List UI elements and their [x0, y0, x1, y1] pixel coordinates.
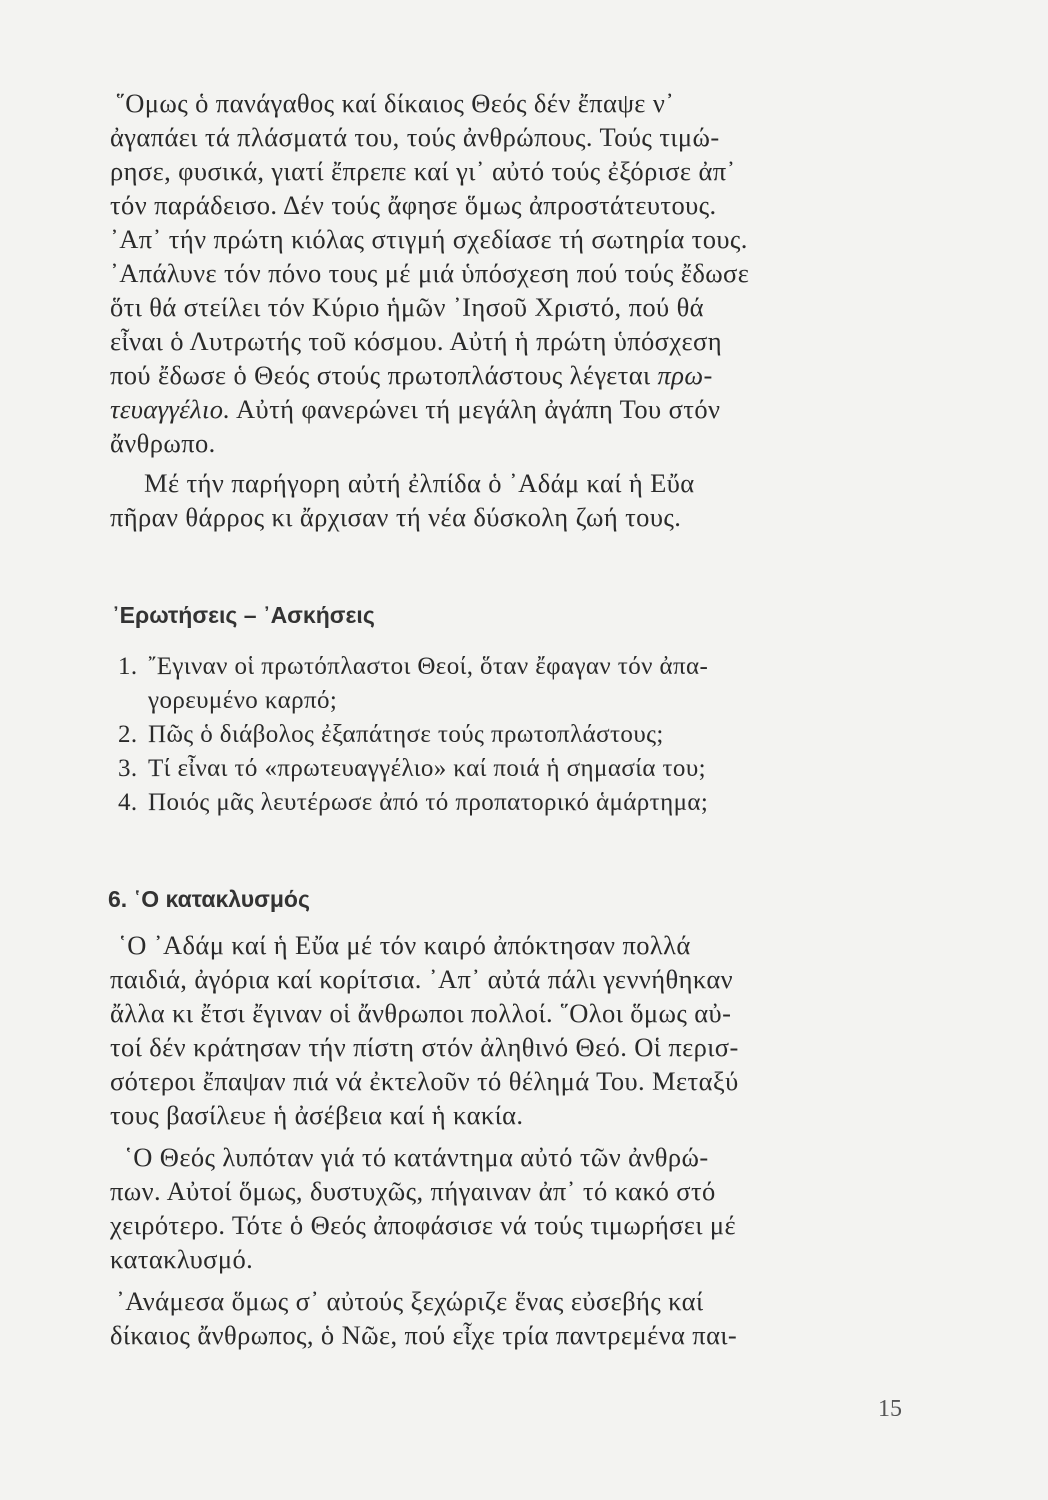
text-line: ᾿Απάλυνε τόν πόνο τους μέ μιά ὑπόσχεση πού τούς ἔδωσε	[110, 258, 750, 288]
text-line: ἄλλα κι ἔτσι ἔγιναν οἱ ἄνθρωποι πολλοί. ῞Ολοι ὅμως αὐ-	[110, 998, 732, 1028]
text-line: χειρότερο. Τότε ὁ Θεός ἀποφάσισε νά τούς τιμωρήσει μέ	[110, 1210, 737, 1240]
question-text: Ποιός μᾶς λευτέρωσε ἀπό τό προπατορικό ἁμάρτημα;	[148, 789, 709, 816]
question-text: Τί εἶναι τό «πρωτευαγγέλιο» καί ποιά ἡ σημασία του;	[148, 755, 706, 782]
text-line	[110, 392, 720, 426]
text-segment: πού ἔδωσε ὁ Θεός στούς πρωτοπλάστους λέγεται	[110, 360, 651, 390]
text-line: ᾿Ανάμεσα ὅμως σ᾿ αὐτούς ξεχώριζε ἕνας εὐσεβής καί	[116, 1286, 704, 1316]
text-line: πων. Αὐτοί ὅμως, δυστυχῶς, πήγαιναν ἀπ᾿ τό κακό στό	[110, 1176, 716, 1206]
text-line: τους βασίλευε ἡ ἀσέβεια καί ἡ κακία.	[110, 1100, 524, 1130]
text-line: τόν παράδεισο. Δέν τούς ἄφησε ὅμως ἀπροστάτευτους.	[110, 190, 717, 220]
text-segment: Αὐτή φανερώνει τή μεγάλη ἀγάπη Του στόν	[230, 394, 721, 424]
italic-term: τευαγγέλιο.	[110, 394, 231, 424]
text-line: ᾿Απ᾿ τήν πρώτη κιόλας στιγμή σχεδίασε τή σωτηρία τους.	[110, 224, 748, 254]
questions-heading: ᾿Ερωτήσεις – ᾿Ασκήσεις	[112, 602, 375, 628]
text-line: σότεροι ἔπαψαν πιά νά ἐκτελοῦν τό θέλημά Του. Μεταξύ	[110, 1066, 739, 1096]
text-line: πῆραν θάρρος κι ἄρχισαν τή νέα δύσκολη ζωή τους.	[110, 502, 682, 532]
text-line: Μέ τήν παρήγορη αὐτή ἐλπίδα ὁ ᾿Αδάμ καί ἡ Εὔα	[144, 468, 695, 498]
text-line: κατακλυσμό.	[110, 1244, 254, 1274]
text-line: ῾Ο ᾿Αδάμ καί ἡ Εὔα μέ τόν καιρό ἀπόκτησαν πολλά	[118, 930, 691, 960]
text-line: εἶναι ὁ Λυτρωτής τοῦ κόσμου. Αὐτή ἡ πρώτη ὑπόσχεση	[110, 326, 723, 356]
question-number: 1.	[118, 653, 138, 680]
text-line: ρησε, φυσικά, γιατί ἔπρεπε καί γι᾿ αὐτό τούς ἐξόρισε ἀπ᾿	[110, 156, 736, 186]
text-line: ῾Ο Θεός λυπόταν γιά τό κατάντημα αὐτό τῶν ἀνθρώ-	[124, 1142, 709, 1172]
text-line: παιδιά, ἀγόρια καί κορίτσια. ᾿Απ᾿ αὐτά πάλι γεννήθηκαν	[110, 964, 734, 994]
question-text: Πῶς ὁ διάβολος ἐξαπάτησε τούς πρωτοπλάστους;	[148, 721, 664, 748]
section-title: 6. ῾Ο κατακλυσμός	[108, 886, 310, 912]
text-line: τοί δέν κράτησαν τήν πίστη στόν ἀληθινό Θεό. Οἱ περισ-	[110, 1032, 739, 1062]
text-line: ῞Ομως ὁ πανάγαθος καί δίκαιος Θεός δέν ἔπαψε ν᾿	[116, 88, 675, 118]
text-line: ἄνθρωπο.	[110, 428, 216, 458]
text-line: ὅτι θά στείλει τόν Κύριο ἡμῶν ᾿Ιησοῦ Χριστό, πού θά	[110, 292, 704, 322]
question-text: ῎Εγιναν οἱ πρωτόπλαστοι Θεοί, ὅταν ἔφαγαν τόν ἀπα-	[148, 653, 709, 680]
italic-term: πρω-	[657, 360, 713, 390]
text-line	[110, 358, 713, 392]
question-number: 3.	[118, 755, 138, 782]
text-line: δίκαιος ἄνθρωπος, ὁ Νῶε, πού εἶχε τρία παντρεμένα παι-	[110, 1320, 738, 1350]
page-number: 15	[878, 1396, 902, 1422]
question-text: γορευμένο καρπό;	[148, 687, 338, 714]
question-number: 2.	[118, 721, 138, 748]
question-number: 4.	[118, 789, 138, 816]
text-line: ἀγαπάει τά πλάσματά του, τούς ἀνθρώπους. Τούς τιμώ-	[110, 122, 720, 152]
